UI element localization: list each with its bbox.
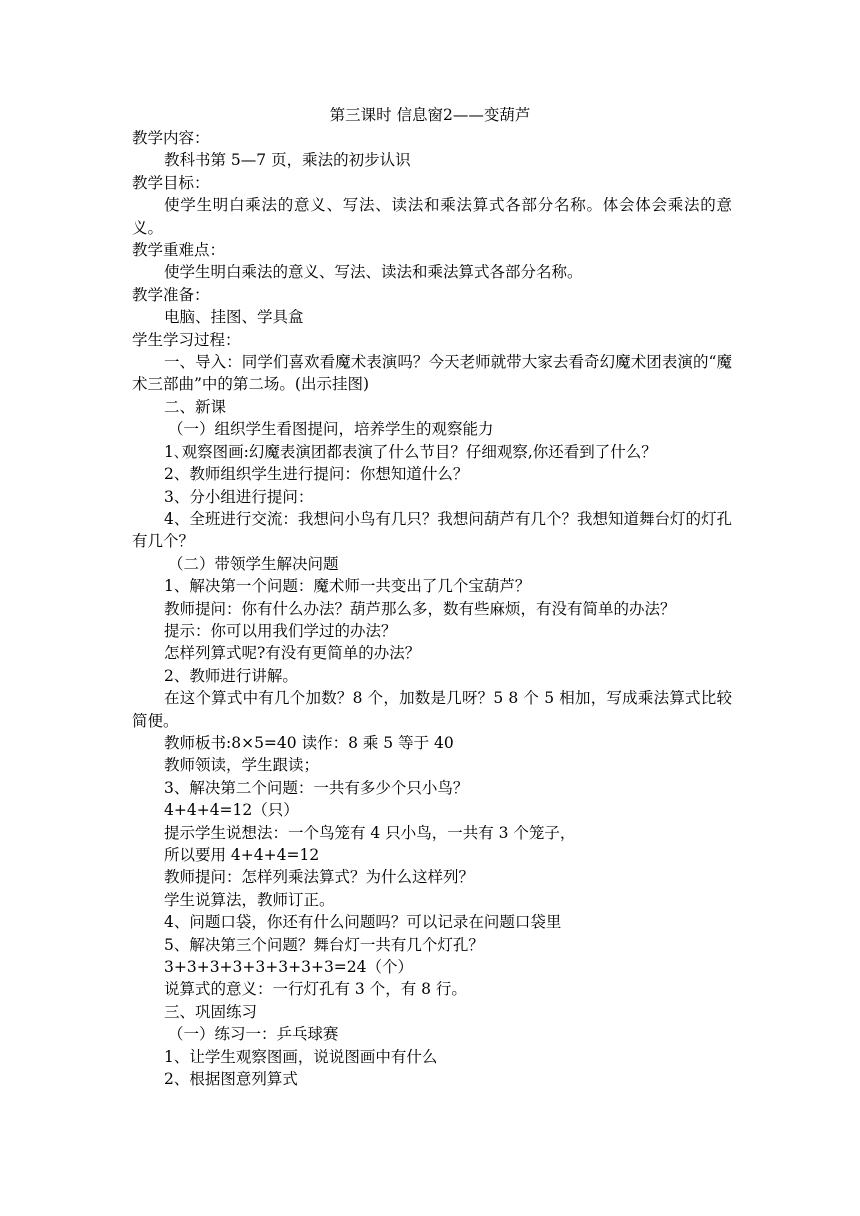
heading-process: 学生学习过程：: [132, 330, 241, 349]
paragraph: 教师提问：你有什么办法？葫芦那么多，数有些麻烦，有没有简单的办法？: [164, 599, 676, 618]
subsection-heading: （一）练习一：乒乓球赛: [168, 1025, 339, 1044]
lesson-body: [132, 127, 732, 1090]
paragraph: 1、解决第一个问题：魔术师一共变出了几个宝葫芦？: [164, 577, 531, 596]
paragraph: 4、问题口袋，你还有什么问题吗？可以记录在问题口袋里: [164, 913, 562, 932]
paragraph: 1､观察图画:幻魔表演团都表演了什么节目？仔细观察,你还看到了什么？: [164, 442, 657, 461]
paragraph: 2、根据图意列算式: [164, 1070, 298, 1089]
section-heading: 三、巩固练习: [164, 1002, 258, 1021]
heading-key-points: 教学重难点：: [132, 241, 226, 260]
paragraph: 5、解决第三个问题？舞台灯一共有几个灯孔？: [164, 935, 484, 954]
paragraph: 3、解决第二个问题：一共有多少个只小鸟？: [164, 778, 469, 797]
paragraph: 学生说算法，教师订正。: [164, 890, 335, 909]
paragraph: 所以要用 4+4+4=12: [164, 846, 320, 864]
subsection-heading: （一）组织学生看图提问，培养学生的观察能力: [168, 420, 494, 439]
lesson-title: 第三课时 信息窗2——变葫芦: [329, 106, 531, 124]
paragraph: 2、教师进行讲解。: [164, 666, 298, 685]
paragraph: 4、全班进行交流：我想问小鸟有几只？我想问葫芦有几个？我想知道舞台灯的灯孔有几个？: [132, 509, 732, 551]
content-text: 教科书第 5—7 页，乘法的初步认识: [164, 151, 411, 170]
key-points-text: 使学生明白乘法的意义、写法、读法和乘法算式各部分名称。: [164, 263, 583, 282]
paragraph: 说算式的意义：一行灯孔有 3 个，有 8 行。: [164, 980, 467, 999]
heading-preparation: 教学准备：: [132, 285, 210, 304]
paragraph: 提示：你可以用我们学过的办法？: [164, 621, 397, 640]
paragraph: 教师领读，学生跟读；: [164, 756, 320, 775]
preparation-text: 电脑、挂图、学具盒: [164, 308, 304, 327]
paragraph: 3、分小组进行提问：: [164, 487, 314, 506]
paragraph: 在这个算式中有几个加数？8 个，加数是几呀？5 8 个 5 相加，写成乘法算式比较简便。: [132, 689, 732, 730]
paragraph: 教师板书:8×5=40 读作：8 乘 5 等于 40: [164, 733, 454, 752]
section-heading: 二、新课: [164, 397, 227, 416]
paragraph: 1、让学生观察图画，说说图画中有什么: [164, 1047, 438, 1066]
heading-objectives: 教学目标：: [132, 173, 210, 192]
paragraph: 提示学生说想法：一个鸟笼有 4 只小鸟，一共有 3 个笼子，: [164, 823, 576, 842]
paragraph: 教师提问：怎样列乘法算式？为什么这样列？: [164, 868, 475, 887]
paragraph: 4+4+4=12（只）: [164, 801, 299, 820]
heading-content: 教学内容：: [132, 129, 210, 147]
paragraph: 怎样列算式呢?有没有更简单的办法？: [164, 644, 421, 663]
objectives-text: 使学生明白乘法的意义、写法、读法和乘法算式各部分名称。体会体会乘法的意义。: [132, 196, 732, 237]
paragraph: 3+3+3+3+3+3+3+3=24（个）: [164, 958, 414, 977]
paragraph: 一、导入：同学们喜欢看魔术表演吗？今天老师就带大家去看奇幻魔术团表演的“魔术三部曲”中的第二场。(出示挂图): [132, 353, 732, 394]
paragraph: 2、教师组织学生进行提问：你想知道什么？: [164, 465, 469, 484]
subsection-heading: （二）带领学生解决问题: [168, 554, 339, 573]
